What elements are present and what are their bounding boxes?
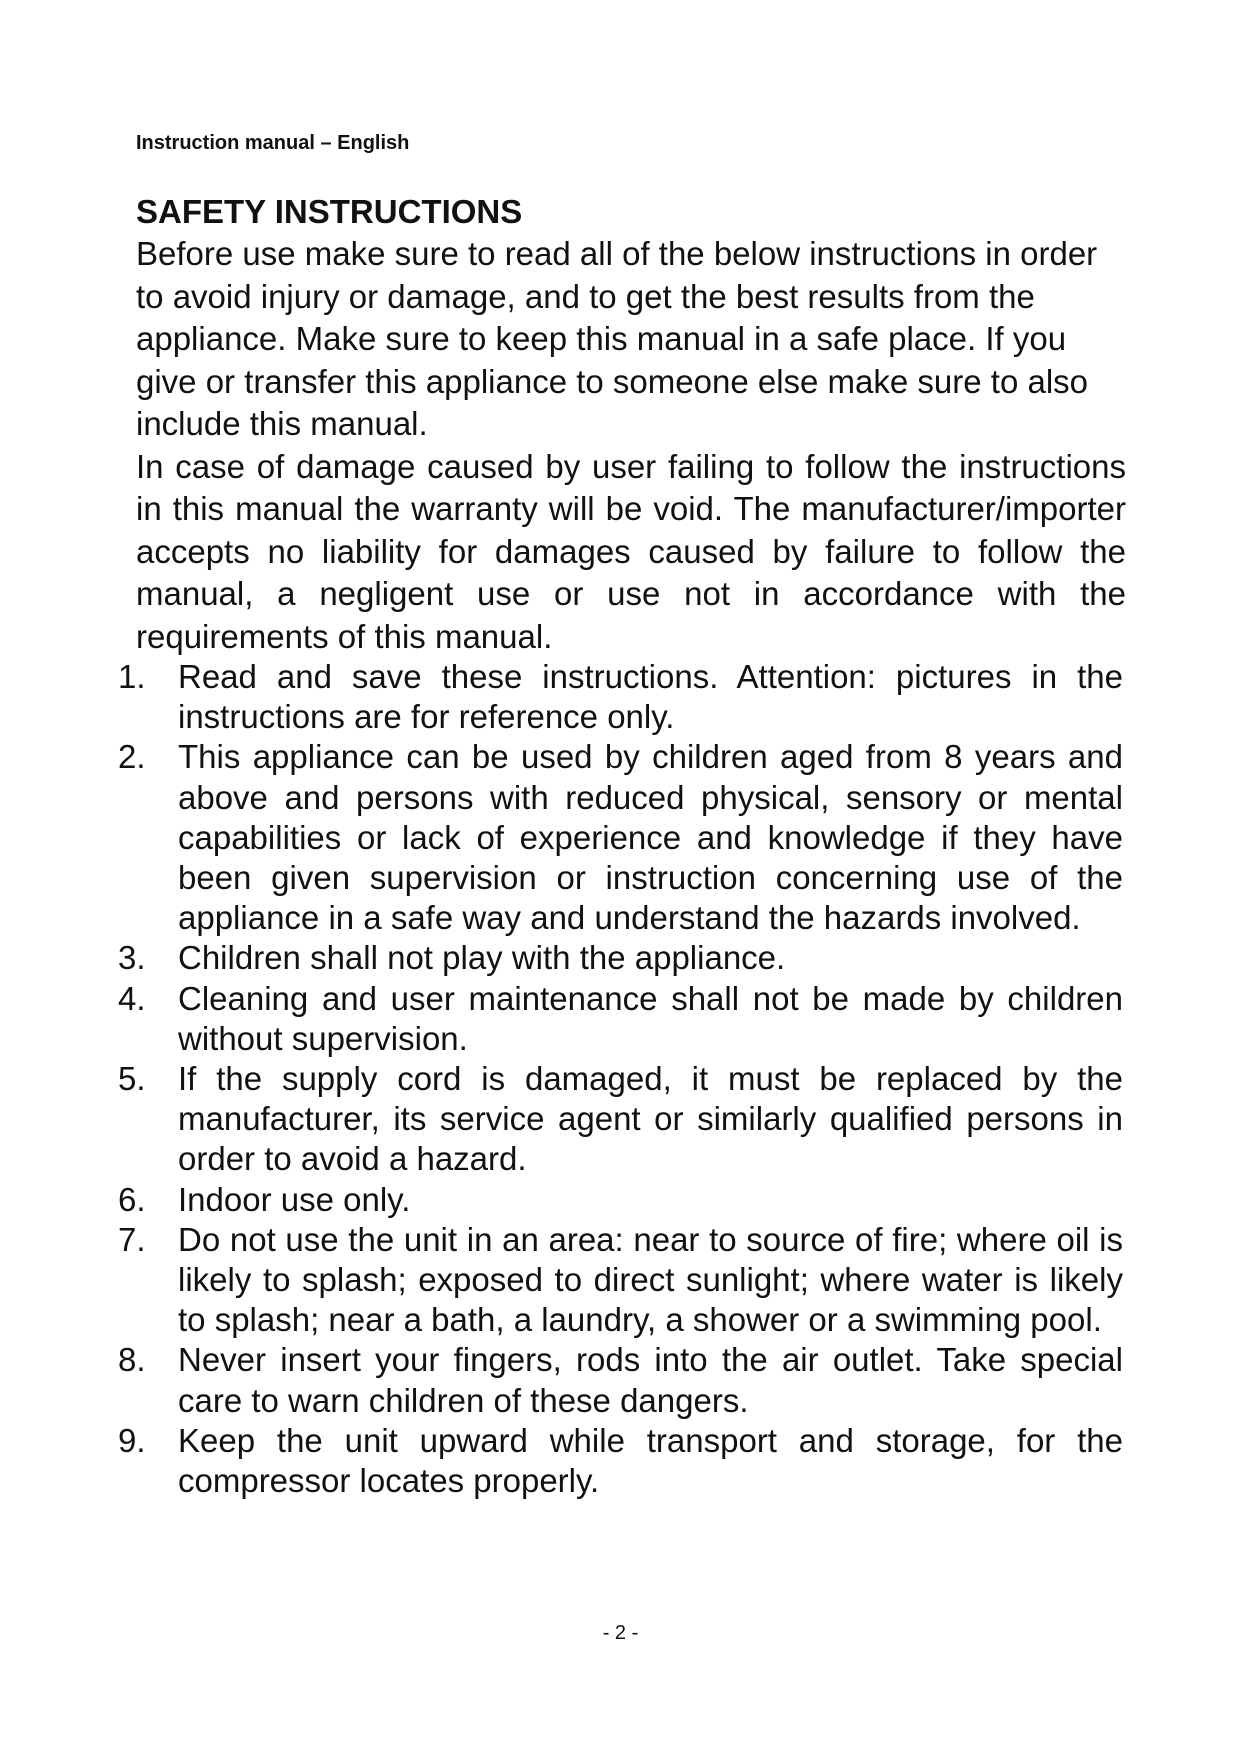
list-item (118, 1421, 1128, 1501)
list-item-text: Cleaning and user maintenance shall not be made by children without supervision. (178, 979, 1123, 1057)
list-item (118, 1059, 1128, 1180)
list-item-text: Do not use the unit in an area: near to source of fire; where oil is likely to splash; exposed to direct sunlight; where water is likely to splash; near a bath, a laundry, a shower or a swimming pool. (178, 1220, 1123, 1339)
list-item (118, 737, 1128, 938)
list-item-number: 5. (118, 1060, 146, 1098)
list-item (118, 1220, 1128, 1341)
page-number: - 2 - (602, 1622, 639, 1644)
intro-paragraph: Before use make sure to read all of the below instructions in order to avoid injury or damage, and to get the best results from the appliance. Make sure to keep this manual in a safe place. If you give or transfer this appliance to someone else make sure to also include this manual. (136, 235, 1098, 442)
list-item (118, 938, 1128, 978)
warranty-paragraph: In case of damage caused by user failing to follow the instructions in this manual the warranty will be void. The manufacturer/importer accepts no liability for damages caused by failure to follow the manual, a negligent use or use not in accordance with the requirements of this manual. (136, 447, 1126, 655)
list-item-text: This appliance can be used by children aged from 8 years and above and persons with reduced physical, sensory or mental capabilities or lack of experience and knowledge if they have been given supervision or instruction concerning use of the appliance in a safe way and understand the hazards involved. (178, 738, 1123, 937)
safety-instructions-list (118, 657, 1128, 1501)
list-item (118, 1340, 1128, 1420)
list-item (118, 657, 1128, 737)
document-header: Instruction manual – English (136, 132, 410, 154)
list-item-text: If the supply cord is damaged, it must be replaced by the manufacturer, its service agent or similarly qualified persons in order to avoid a hazard. (178, 1060, 1123, 1178)
list-item-number: 2. (118, 738, 146, 776)
list-item-number: 4. (118, 979, 146, 1017)
list-item-number: 9. (118, 1421, 146, 1459)
list-item (118, 979, 1128, 1059)
list-item-text: Keep the unit upward while transport and storage, for the compressor locates properly. (178, 1421, 1123, 1500)
list-item-text: Never insert your fingers, rods into the air outlet. Take special care to warn children of these dangers. (178, 1341, 1123, 1419)
list-item-number: 1. (118, 658, 146, 695)
list-item-number: 7. (118, 1220, 146, 1258)
list-item-number: 8. (118, 1341, 146, 1379)
list-item (118, 1180, 1128, 1220)
list-item-number: 3. (118, 939, 146, 977)
list-item-number: 6. (118, 1180, 146, 1218)
intro-text (136, 233, 1126, 658)
list-item-text: Read and save these instructions. Attention: pictures in the instructions are for reference only. (178, 658, 1123, 736)
list-item-text: Children shall not play with the appliance. (178, 939, 786, 977)
section-title: SAFETY INSTRUCTIONS (136, 193, 523, 230)
list-item-text: Indoor use only. (178, 1180, 411, 1218)
